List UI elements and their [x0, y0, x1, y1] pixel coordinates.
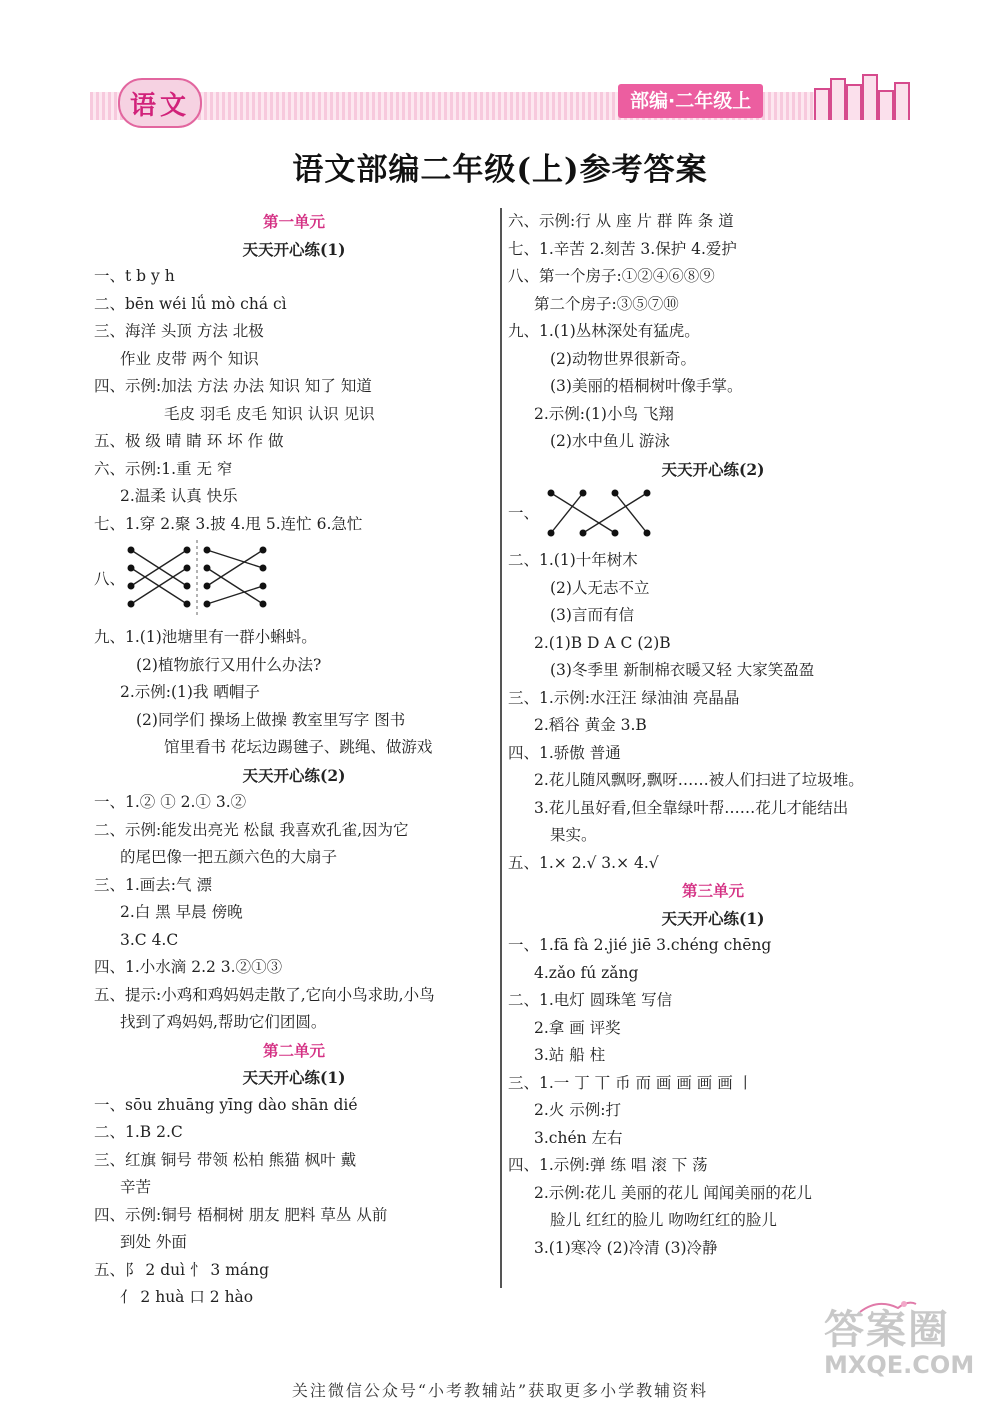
answer-line: 作业 皮带 两个 知识 [120, 349, 259, 368]
answer-line: 四、1.小水滴 2.2 3.②①③ [94, 958, 283, 976]
match-dot [548, 490, 555, 497]
match-dot [204, 565, 211, 572]
answer-line: 六、示例:行 从 座 片 群 阵 条 道 [508, 212, 734, 230]
unit-heading: 第二单元 [262, 1040, 325, 1060]
match-dot [580, 490, 587, 497]
answer-line: (2)动物世界很新奇。 [550, 349, 696, 368]
answer-line: 二、bēn wéi lǘ mò chá cì [94, 294, 287, 313]
edition-label: 部编·二年级上 [618, 84, 763, 118]
match-dot [260, 547, 267, 554]
match-dot [184, 547, 191, 554]
answer-line: 五、1.× 2.√ 3.× 4.√ [508, 853, 659, 872]
match-dot [260, 565, 267, 572]
match-dot [184, 565, 191, 572]
answer-line: 3.站 船 柱 [534, 1046, 606, 1064]
answer-line: 四、1.骄傲 普通 [508, 743, 621, 762]
section-heading: 天天开心练(2) [661, 459, 765, 479]
answer-line: (3)言而有信 [550, 606, 634, 624]
match-dot [204, 547, 211, 554]
answer-line: 三、1.画去:气 漂 [94, 875, 212, 894]
answer-line: 脸儿 红红的脸儿 吻吻红红的脸儿 [550, 1211, 777, 1229]
answer-line: 二、1.电灯 圆珠笔 写信 [508, 991, 673, 1009]
match-dot [184, 601, 191, 608]
answer-line: 七、1.辛苦 2.刻苦 3.保护 4.爱护 [508, 239, 737, 258]
answer-line: 2.示例:(1)我 晒帽子 [120, 683, 260, 701]
header-banner [90, 78, 910, 130]
answer-line: (2)人无志不立 [550, 578, 650, 597]
match-line [207, 568, 263, 604]
answer-line: 二、示例:能发出亮光 松鼠 我喜欢孔雀,因为它 [94, 820, 409, 839]
answer-line: 找到了鸡妈妈,帮助它们团圆。 [120, 1013, 327, 1031]
match-line [583, 493, 647, 533]
answer-label: 八、 [94, 570, 126, 589]
match-line [551, 493, 583, 533]
answer-line: 三、海洋 头顶 方法 北极 [94, 322, 264, 340]
left-column [94, 208, 494, 1312]
answer-line: 四、示例:铜号 梧桐树 朋友 肥料 草丛 从前 [94, 1205, 388, 1224]
answer-line: (2)同学们 操场上做操 教室里写字 图书 [136, 710, 406, 729]
match-dot [128, 565, 135, 572]
answer-line: 3.C 4.C [120, 930, 179, 949]
match-line [207, 586, 263, 604]
answer-line: 第二个房子:③⑤⑦⑩ [534, 294, 679, 313]
section-heading: 天天开心练(2) [242, 765, 346, 785]
answer-line: 2.示例:(1)小鸟 飞翔 [534, 404, 674, 423]
watermark-cn: 答案圈 [824, 1307, 950, 1353]
subject-badge: 语文 [118, 78, 202, 128]
answer-line: (3)美丽的梧桐树叶像手掌。 [550, 377, 743, 395]
answer-line: 3.(1)寒冷 (2)冷清 (3)冷静 [534, 1238, 718, 1257]
answer-line: 五、阝 2 duì 忄 3 máng [94, 1260, 270, 1279]
answer-line: 一、t b y h [94, 267, 175, 285]
answer-line: 2.温柔 认真 快乐 [120, 487, 238, 505]
answer-line: 六、示例:1.重 无 窄 [94, 459, 233, 478]
answer-line [94, 538, 494, 624]
answer-line: 四、1.示例:弹 练 唱 滚 下 荡 [508, 1156, 708, 1174]
match-dot [612, 490, 619, 497]
match-dot [548, 530, 555, 537]
match-line [551, 493, 615, 533]
answer-line: 的尾巴像一把五颜六色的大扇子 [120, 848, 338, 866]
answer-line: 到处 外面 [120, 1233, 187, 1251]
answer-line: 4.zǎo fú zǎng [534, 963, 639, 982]
answer-line: 一、sōu zhuāng yīng dào shān dié [94, 1095, 358, 1114]
unit-heading: 第三单元 [681, 881, 744, 900]
section-heading: 天天开心练(1) [242, 1068, 346, 1087]
footer-note: 关注微信公众号“小考教辅站”获取更多小学教辅资料 [291, 1381, 709, 1400]
match-dot [128, 583, 135, 590]
match-line [207, 550, 263, 586]
answer-line: 三、红旗 铜号 带领 松柏 熊猫 枫叶 戴 [94, 1150, 357, 1169]
answer-line: 2.稻谷 黄金 3.B [534, 716, 647, 734]
page-title: 语文部编二年级(上)参考答案 [292, 152, 708, 188]
match-dot [128, 601, 135, 608]
answer-line: 2.火 示例:打 [534, 1101, 621, 1119]
match-dot [612, 530, 619, 537]
watermark-en: MXQE.COM [824, 1351, 975, 1379]
answer-line [508, 483, 918, 547]
match-dot [204, 601, 211, 608]
column-divider [500, 208, 502, 1288]
answer-line: 2.拿 画 评奖 [534, 1018, 621, 1037]
match-dot [128, 547, 135, 554]
answer-line: 辛苦 [120, 1178, 152, 1196]
match-dot [204, 583, 211, 590]
answer-line: 一、1.② ① 2.① 3.② [94, 793, 247, 811]
answer-line: 五、提示:小鸡和鸡妈妈走散了,它向小鸟求助,小鸟 [94, 985, 435, 1004]
watermark-logo [824, 1298, 974, 1379]
unit-heading: 第一单元 [262, 212, 325, 231]
answer-line: (2)植物旅行又用什么办法? [136, 655, 322, 674]
matching-lines-diagram [125, 540, 285, 620]
answer-line: 八、第一个房子:①②④⑥⑧⑨ [508, 267, 715, 285]
answer-line: 馆里看书 花坛边踢毽子、跳绳、做游戏 [164, 738, 433, 756]
matching-lines-diagram [539, 487, 669, 541]
answer-line: 2.白 黑 早晨 傍晚 [120, 903, 243, 921]
answer-line: 2.花儿随风飘呀,飘呀……被人们扫进了垃圾堆。 [534, 771, 864, 789]
answer-line: 四、示例:加法 方法 办法 知识 知了 知道 [94, 377, 372, 395]
header-strip [90, 92, 910, 120]
answer-line: 七、1.穿 2.聚 3.披 4.甩 5.连忙 6.急忙 [94, 514, 363, 533]
answer-line: 一、1.fā fà 2.jié jiē 3.chéng chēng [508, 936, 772, 954]
section-heading: 天天开心练(1) [242, 239, 346, 259]
answer-line: 果实。 [550, 826, 597, 844]
answer-line: (3)冬季里 新制棉衣暖又轻 大家笑盈盈 [550, 661, 815, 679]
answer-line: 二、1.(1)十年树木 [508, 551, 638, 569]
answer-line: (2)水中鱼儿 游泳 [550, 432, 670, 450]
section-heading: 天天开心练(1) [661, 908, 765, 928]
answer-line: 九、1.(1)丛林深处有猛虎。 [508, 322, 700, 340]
answer-line: 2.(1)B D A C (2)B [534, 633, 671, 652]
answer-line: 三、1.示例:水汪汪 绿油油 亮晶晶 [508, 688, 740, 707]
answer-line: 九、1.(1)池塘里有一群小蝌蚪。 [94, 628, 317, 646]
answer-line: 二、1.B 2.C [94, 1123, 183, 1141]
match-line [615, 493, 647, 533]
match-dot [580, 530, 587, 537]
answer-line: 三、1.一 丁 丅 币 而 画 画 画 画 丨 [508, 1073, 754, 1092]
match-dot [184, 583, 191, 590]
match-line [207, 550, 263, 568]
answer-line: 亻 2 huà 口 2 hào [120, 1288, 254, 1306]
answer-line: 五、极 级 晴 睛 环 坏 作 做 [94, 432, 284, 450]
answer-line: 毛皮 羽毛 皮毛 知识 认识 见识 [164, 404, 375, 423]
right-column [508, 208, 918, 1262]
match-dot [644, 490, 651, 497]
match-dot [260, 601, 267, 608]
answer-line: 2.示例:花儿 美丽的花儿 闻闻美丽的花儿 [534, 1183, 812, 1202]
match-dot [260, 583, 267, 590]
answer-label: 一、 [508, 504, 540, 523]
answer-line: 3.chén 左右 [534, 1128, 623, 1147]
match-dot [644, 530, 651, 537]
answer-line: 3.花儿虽好看,但全靠绿叶帮……花儿才能结出 [534, 798, 849, 817]
books-icon [810, 78, 910, 124]
